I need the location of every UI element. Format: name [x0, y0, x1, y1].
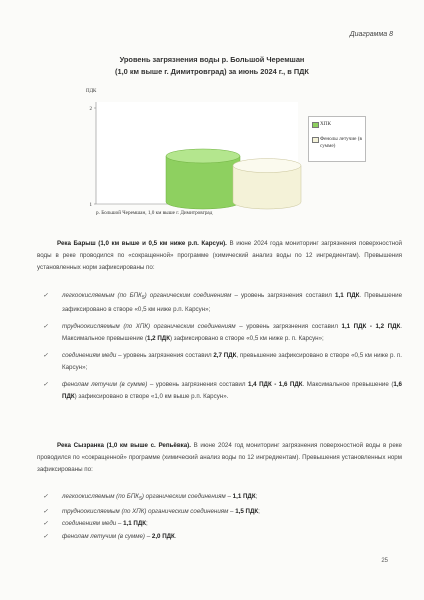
pollutant-subscript: 5: [138, 496, 142, 503]
item-text: – уровень загрязнения составил: [147, 381, 248, 389]
chart-category-label: р. Большой Черемшан, 1,0 км выше г. Димитровград: [96, 210, 213, 216]
pollutant-text: фенолам летучим (в сумме): [62, 532, 145, 540]
item-value: 1,5 ПДК: [235, 507, 259, 515]
page-label: Диаграмма 8: [349, 31, 393, 38]
list-item: [37, 290, 402, 316]
check-icon: ✓: [43, 494, 49, 500]
item-text: ;: [255, 493, 258, 500]
item-value: 2,0 ПДК: [151, 532, 175, 540]
pollutant-text: трудноокисляемым (по ХПК) органическим соединениям: [62, 323, 236, 331]
check-icon: ✓: [43, 353, 49, 360]
item-text: ;: [146, 520, 148, 528]
item-text: .: [174, 532, 177, 540]
chart-title-line2: (1,0 км выше г. Димитровград) за июнь 2024 г., в ПДК: [115, 67, 309, 76]
bar-cylinder-0: [166, 156, 240, 209]
list-syzranka: [37, 491, 402, 543]
legend-swatch-phenols: [312, 137, 319, 143]
list-item: [37, 506, 402, 518]
list-item: [37, 379, 402, 403]
bar-cylinder-top-0: [166, 149, 240, 163]
chart-title: [60, 54, 364, 78]
item-value: 2,7 ПДК: [213, 352, 237, 360]
check-icon: ✓: [43, 324, 49, 331]
chart-title-line1: Уровень загрязнения воды р. Большой Черемшан: [119, 55, 305, 64]
item-text: ) зафиксировано в створе «0,5 км ниже р. п. Карсун»;: [169, 335, 324, 343]
pollutant-name: [62, 533, 145, 540]
list-item: [37, 518, 402, 530]
pollutant-name: [62, 323, 236, 330]
check-icon: ✓: [43, 521, 49, 528]
check-icon: ✓: [43, 533, 49, 540]
pollutant-text: легкоокисляемым (по БПК: [62, 493, 139, 500]
list-item: [37, 350, 402, 374]
pollutant-name: [62, 493, 226, 503]
item-text: – уровень загрязнения составил: [231, 292, 336, 299]
item-value: 1,4 ПДК - 1,6 ПДК: [247, 381, 303, 389]
item-text: – уровень загрязнения составил: [116, 352, 214, 360]
chart-legend: [308, 116, 366, 162]
pollutant-name: [62, 381, 147, 388]
paragraph-barysh: [37, 238, 402, 274]
paragraph-syzranka-text: В июне 2024 год мониторинг загрязнения поверхностной воды в реке проводился по «сокращенной» программе (химический анализ воды по 12 ингредиентам). Превышения установленных норм зафиксированы по:: [37, 442, 402, 473]
y-axis-label: ПДК: [86, 89, 97, 94]
check-icon: ✓: [43, 293, 49, 299]
list-barysh: [37, 290, 402, 408]
item-text: . Максимальное превышение (: [302, 381, 394, 389]
item-value: 1,1 ПДК: [335, 292, 360, 299]
legend-swatch-cod: [312, 122, 319, 128]
item-max-value: 1,2 ПДК: [147, 335, 170, 343]
check-icon: ✓: [43, 382, 49, 389]
pollutant-text: соединениям меди: [62, 352, 117, 360]
pollutant-subscript: 5: [141, 295, 145, 302]
item-text: –: [144, 532, 152, 540]
pollutant-text: легкоокисляемым (по БПК: [62, 292, 142, 299]
legend-label-phenols: Фенолы летучие (в сумме): [320, 136, 362, 149]
item-value: 1,1 ПДК: [123, 520, 147, 528]
item-text: –: [116, 520, 124, 528]
pollutant-text: соединениям меди: [62, 520, 117, 528]
pollutant-text: трудноокисляемым (по ХПК) органическим соединениям: [62, 507, 229, 515]
page-number: 25: [381, 558, 388, 564]
paragraph-syzranka: [37, 440, 402, 476]
y-tick-label: 2: [89, 107, 92, 112]
pollutant-text-end: ) органическим соединениям: [144, 292, 232, 299]
pollutant-name: [62, 508, 228, 515]
item-value: 1,1 ПДК - 1,2 ПДК: [341, 323, 401, 331]
item-text: , превышение зафиксировано в створе «0,5 км ниже р. п. Карсун»;: [62, 352, 402, 372]
item-text: ) зафиксировано в створе «1,0 км выше р.п. Карсун».: [74, 393, 229, 401]
item-text: – уровень загрязнения составил: [235, 323, 342, 331]
pollutant-name: [62, 352, 116, 359]
pollutant-name: [62, 520, 116, 527]
item-max-value: 1,6 ПДК: [62, 381, 402, 401]
item-text: –: [225, 493, 233, 500]
item-text: . Максимальное превышение (: [62, 323, 402, 343]
item-text: ;: [258, 507, 260, 515]
pollutant-name: [62, 292, 232, 302]
pollutant-text: фенолам летучим (в сумме): [62, 381, 148, 389]
check-icon: ✓: [43, 508, 49, 515]
river-syzranka-title: Река Сызранка (1,0 км выше с. Репьёвка).: [57, 442, 191, 449]
item-text: . Превышение зафиксировано в створе «0,5 км ниже р.п. Карсун»;: [62, 292, 403, 314]
y-tick-label: 1: [89, 203, 92, 208]
paragraph-barysh-text: В июне 2024 года мониторинг загрязнения поверхностной воды в реке проводился по «сокращенной» программе (химический анализ воды по 12 ингредиентам). Превышения установленных норм зафиксированы по:: [37, 240, 402, 271]
legend-label-cod: ХПК: [320, 121, 331, 127]
list-item: [37, 321, 402, 345]
river-barysh-title: Река Барыш (1,0 км выше и 0,5 км ниже р.п. Карсун).: [57, 240, 227, 247]
list-item: [37, 531, 402, 543]
bar-cylinder-top-1: [233, 159, 301, 173]
item-value: 1,1 ПДК: [232, 493, 256, 500]
list-item: [37, 491, 402, 505]
item-text: –: [228, 507, 236, 515]
chart: [86, 86, 368, 224]
pollutant-text-end: ) органическим соединениям: [141, 493, 226, 500]
